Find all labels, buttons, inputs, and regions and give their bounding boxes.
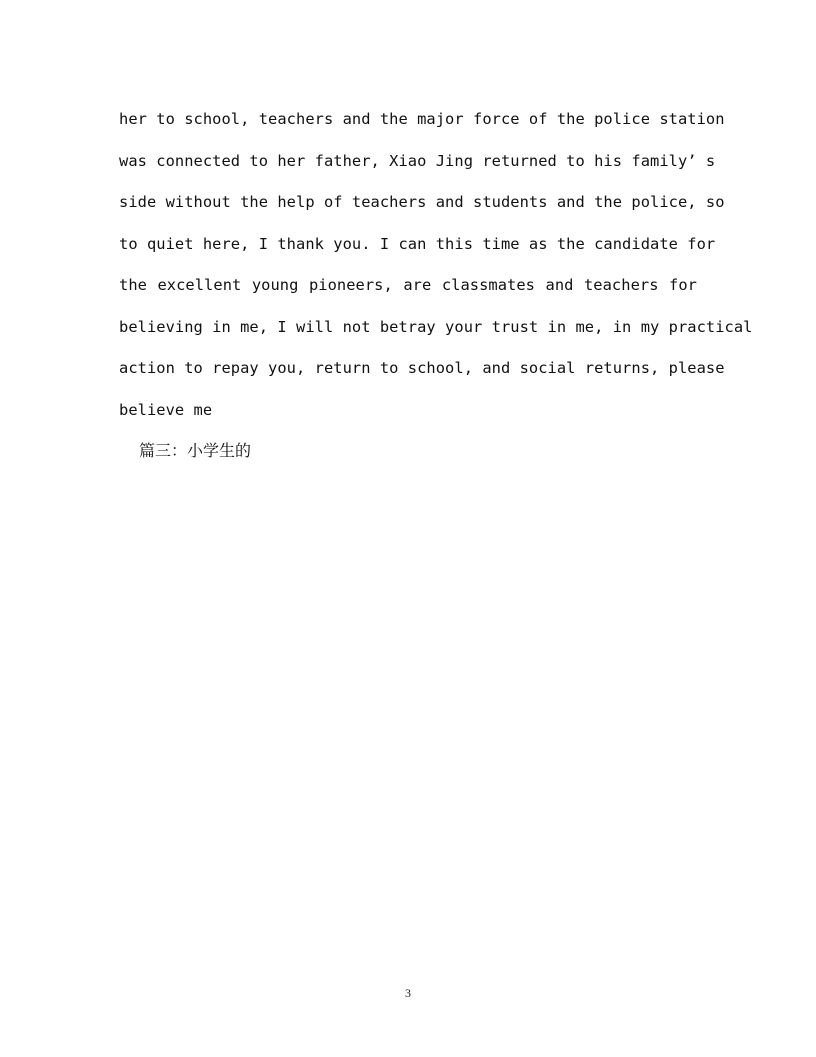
paragraph-line-8: believe me [119, 400, 213, 419]
page-number: 3 [405, 986, 411, 1000]
paragraph-line-1: her to school, teachers and the major force of the police station [119, 110, 725, 128]
paragraph-line-2: was connected to her father, Xiao Jing returned to his family’ s [119, 151, 716, 170]
paragraph-line-7: action to repay you, return to school, and social returns, please [119, 359, 725, 377]
paragraph-line-3: side without the help of teachers and students and the police, so [119, 193, 725, 211]
section-heading: 篇三：小学生的 [139, 441, 252, 460]
paragraph-line-4: to quiet here, I thank you. I can this time as the candidate for [119, 234, 716, 253]
body-paragraph [119, 104, 753, 436]
paragraph-line-6: believing in me, I will not betray your trust in me, in my practical [119, 317, 753, 336]
paragraph-line-5: the excellent young pioneers, are classmates and teachers for [119, 276, 697, 294]
